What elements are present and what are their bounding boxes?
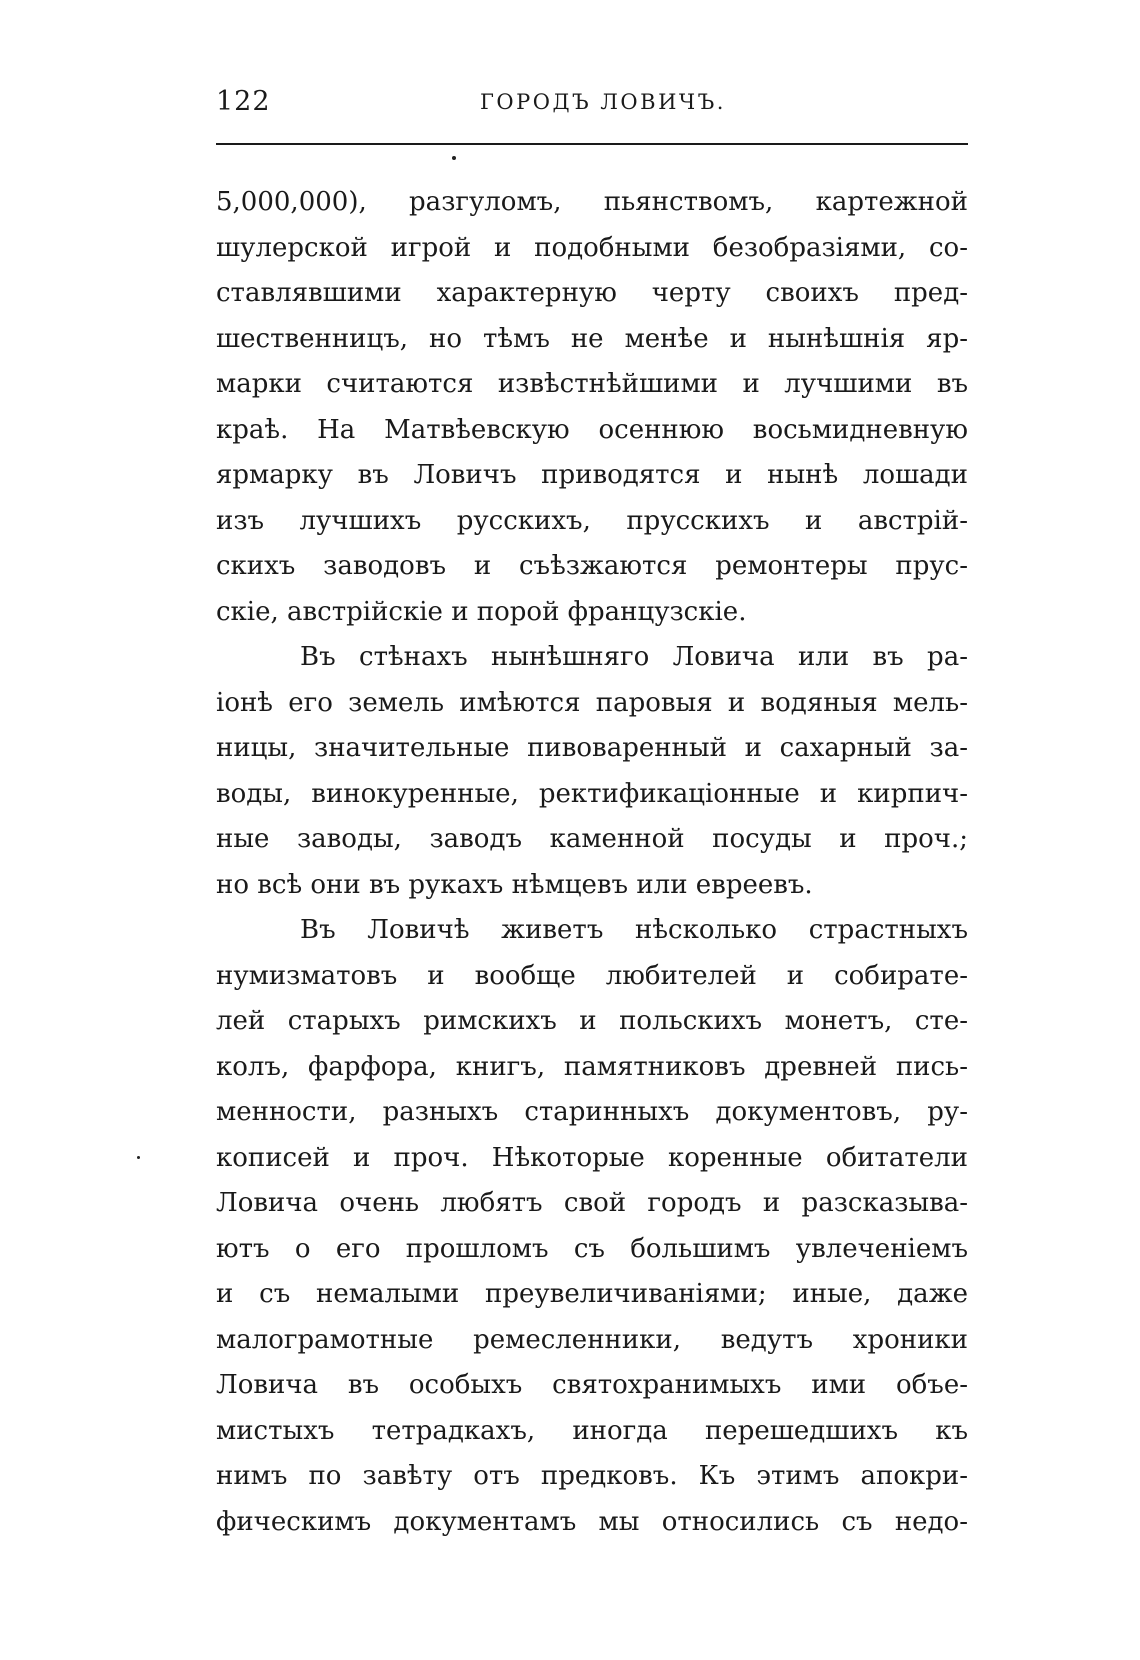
ink-speck [452, 156, 456, 160]
text-line: и съ немалыми преувеличиваніями; иные, даже [216, 1279, 968, 1309]
text-line: нумизматовъ и вообще любителей и собирате- [216, 960, 968, 991]
text-line: ютъ о его прошломъ съ большимъ увлеченіемъ [216, 1233, 968, 1264]
text-line: шулерской игрой и подобными безобразіями, со- [216, 232, 968, 263]
body-text [216, 180, 968, 1545]
running-head: ГОРОДЪ ЛОВИЧЪ. [480, 90, 726, 114]
ink-speck [137, 1156, 140, 1159]
text-line: кописей и проч. Нѣкоторые коренные обитатели [216, 1142, 968, 1173]
text-line: изъ лучшихъ русскихъ, прусскихъ и австрій- [216, 505, 968, 536]
text-line: менности, разныхъ старинныхъ документовъ, ру- [216, 1097, 968, 1127]
text-line: іонѣ его земель имѣются паровыя и водяныя мель- [216, 687, 968, 718]
text-line: мистыхъ тетрадкахъ, иногда перешедшихъ къ [216, 1415, 968, 1446]
text-line: 5,000,000), разгуломъ, пьянствомъ, картежной [216, 187, 968, 217]
text-line: краѣ. На Матвѣевскую осеннюю восьмидневную [216, 414, 968, 445]
text-line: скіе, австрійскіе и порой французскіе. [216, 596, 747, 627]
text-line: малограмотные ремесленники, ведутъ хроники [216, 1324, 968, 1355]
header-rule [216, 143, 968, 145]
text-line: скихъ заводовъ и съѣзжаются ремонтеры прус- [216, 551, 968, 581]
text-line: фическимъ документамъ мы относились съ недо- [216, 1506, 968, 1537]
text-line: ницы, значительные пивоваренный и сахарный за- [216, 733, 968, 763]
text-line: лей старыхъ римскихъ и польскихъ монетъ, сте- [216, 1006, 968, 1036]
text-line: колъ, фарфора, книгъ, памятниковъ древней пись- [216, 1051, 968, 1082]
text-line: шественницъ, но тѣмъ не менѣе и нынѣшнія яр- [216, 323, 968, 354]
text-line: марки считаются извѣстнѣйшими и лучшими въ [216, 369, 968, 399]
paragraph-start-line: Въ Ловичѣ живетъ нѣсколько страстныхъ [300, 915, 968, 945]
text-line: но всѣ они въ рукахъ нѣмцевъ или евреевъ. [216, 869, 813, 900]
page-number: 122 [216, 86, 271, 117]
paragraph-start-line: Въ стѣнахъ нынѣшняго Ловича или въ ра- [300, 642, 968, 672]
text-line: Ловича очень любятъ свой городъ и разсказыва- [216, 1188, 968, 1218]
page-header [216, 86, 968, 126]
text-line: ставлявшими характерную черту своихъ пред- [216, 278, 968, 308]
text-line: воды, винокуренные, ректификаціонные и кирпич- [216, 778, 968, 809]
text-line: ярмарку въ Ловичъ приводятся и нынѣ лошади [216, 460, 968, 490]
text-line: ные заводы, заводъ каменной посуды и проч.; [216, 824, 968, 854]
text-line: нимъ по завѣту отъ предковъ. Къ этимъ апокри- [216, 1461, 968, 1491]
text-line: Ловича въ особыхъ святохранимыхъ ими объе- [216, 1370, 968, 1400]
